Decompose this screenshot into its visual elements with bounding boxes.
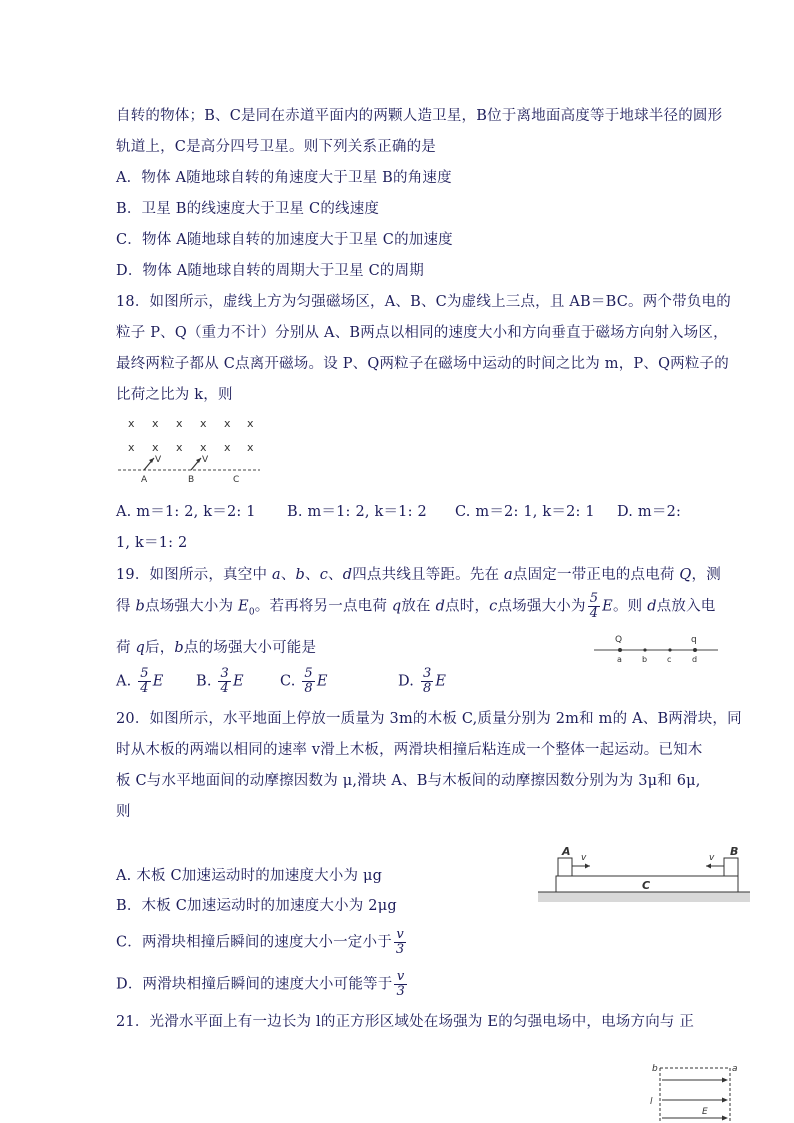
q18-line1: 18．如图所示，虚线上方为匀强磁场区，A、B、C为虚线上三点，且 AB＝BC。两个带负电的 [116,294,731,310]
q21-line1: 21．光滑水平面上有一边长为 l的正方形区域处在场强为 E的匀强电场中，电场方向与 正 [116,1014,695,1030]
q18-option-d: D. m＝2: [617,504,682,520]
svg-text:x: x [200,441,207,454]
svg-text:b: b [652,1064,658,1074]
point-c-label: C [233,475,240,485]
magnetic-field-figure [114,410,264,488]
q17-option-b: B．卫星 B的线速度大于卫星 C的线速度 [116,201,380,217]
q17-option-d: D．物体 A随地球自转的周期大于卫星 C的周期 [116,263,425,279]
q20-line4: 则 [116,804,131,820]
point-a-label: A [141,475,148,485]
svg-text:B: B [730,845,739,858]
svg-text:x: x [176,441,183,454]
svg-text:x: x [224,441,231,454]
board-blocks-figure [538,838,750,908]
q17-line1: 自转的物体；B、C是同在赤道平面内的两颗人造卫星，B位于离地面高度等于地球半径的圆形 [116,108,723,124]
q18-line4: 比荷之比为 k，则 [116,387,233,403]
svg-text:x: x [176,417,183,430]
svg-text:A: A [562,845,571,858]
svg-text:b: b [642,655,648,664]
svg-text:Q: Q [615,635,623,645]
svg-text:x: x [224,417,231,430]
q20-option-b: B．木板 C加速运动时的加速度大小为 2μg [116,898,397,914]
field-crosses [128,417,254,454]
svg-text:E: E [702,1107,708,1117]
q18-option-c: C. m＝2: 1, k＝2: 1 [455,504,595,520]
q18-option-d-cont: 1, k＝1: 2 [116,535,188,551]
q18-option-a: A. m＝1: 2, k＝2: 1 [116,504,256,520]
svg-text:x: x [247,417,254,430]
q20-option-a: A. 木板 C加速运动时的加速度大小为 μg [116,868,383,884]
svg-text:V: V [202,455,209,465]
svg-text:a: a [732,1064,738,1074]
q18-line2: 粒子 P、Q（重力不计）分别从 A、B两点以相同的速度大小和方向垂直于磁场方向射入场区， [116,325,728,341]
q20-line2: 时从木板的两端以相同的速率 v滑上木板，两滑块相撞后粘连成一个整体一起运动。已知木 [116,742,703,758]
svg-text:V: V [155,455,162,465]
ground-hatch [538,892,750,902]
q19-line1: 19．如图所示，真空中 a、b、c、d四点共线且等距。先在 a点固定一带正电的点电荷 Q，测 [116,567,721,583]
q19-line3: 荷 q后，b点的场强大小可能是 [116,640,317,656]
svg-text:C: C [642,879,651,892]
q17-line2: 轨道上，C是高分四号卫星。则下列关系正确的是 [116,139,436,155]
svg-text:x: x [152,417,159,430]
q19-option-d: D. $\frac{3}{8}$ E [398,666,447,696]
svg-text:x: x [200,417,207,430]
q18-option-b: B. m＝1: 2, k＝1: 2 [287,504,427,520]
charge-q-large [618,648,622,652]
charge-q-small [693,648,697,652]
svg-text:c: c [667,655,672,664]
point-b-label: B [188,475,195,485]
svg-text:x: x [152,441,159,454]
svg-text:x: x [128,417,135,430]
svg-text:v: v [709,853,715,863]
q19-option-b: B. $\frac{3}{4}$ E [196,666,244,696]
svg-text:q: q [691,635,697,645]
q19-line2: 得 b点场强大小为 $E_0$。若再将另一点电荷 q放在 d点时，c点场强大小为 $\frac{5}{4}$ E。则 d点放入电 [116,591,716,621]
svg-text:d: d [692,655,698,664]
svg-text:x: x [128,441,135,454]
electric-field-figure [646,1060,746,1122]
svg-text:v: v [581,853,587,863]
q17-option-c: C．物体 A随地球自转的加速度大于卫星 C的加速度 [116,232,453,248]
svg-text:a: a [617,655,622,664]
q19-option-a: A. $\frac{5}{4}$ E [116,666,164,696]
q20-line3: 板 C与水平地面间的动摩擦因数为 μ,滑块 A、B与木板间的动摩擦因数分别为为 3μ和 6μ, [116,773,701,789]
fraction: $\frac{5}{4}$ [589,591,599,621]
svg-text:x: x [247,441,254,454]
q19-option-c: C. $\frac{5}{8}$ E [280,666,328,696]
point-charge-figure [590,630,722,666]
q20-option-d: D．两滑块相撞后瞬间的速度大小可能等于 $\frac{v}{3}$ [116,969,405,999]
q17-option-a: A．物体 A随地球自转的角速度大于卫星 B的角速度 [116,170,452,186]
block-a [558,858,572,876]
q18-line3: 最终两粒子都从 C点离开磁场。设 P、Q两粒子在磁场中运动的时间之比为 m，P、Q两粒子的 [116,356,729,372]
q20-line1: 20．如图所示，水平地面上停放一质量为 3m的木板 C,质量分别为 2m和 m的 A、B两滑块，同 [116,711,742,727]
block-b [724,858,738,876]
q20-option-c: C．两滑块相撞后瞬间的速度大小一定小于 $\frac{v}{3}$ [116,927,405,957]
svg-text:l: l [650,1097,653,1107]
